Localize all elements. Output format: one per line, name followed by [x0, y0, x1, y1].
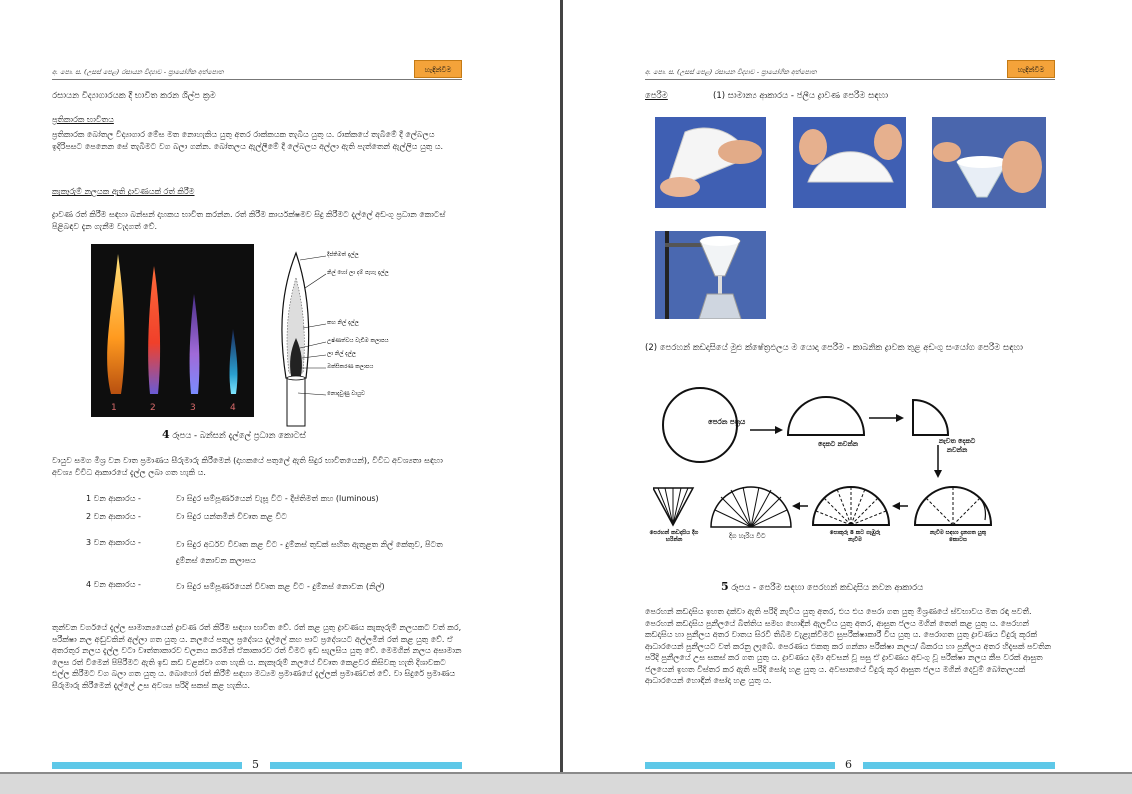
paragraph: ප්‍රතිකාරක බෝතල විද්‍යාගාර මේස මත නොහැකිය යුතු අතර රාක්කයක තැබිය යුතු ය. රාක්කයේ තැබීමේ දී ලේබලය ඉදිරිපසට පෙනෙන සේ තැබීමට වග බලා ගන්න. බෝතලය ඇල්ලීමේ දී ලේබලය අල්ලා ඇති පැත්තෙන් ඇල්ලිය යුතු ය.: [52, 130, 444, 151]
flame-label: උෂ්ණත්වය වැඩිම කලාපය: [327, 338, 389, 344]
filter-paper-photo-3: [932, 117, 1046, 208]
section-badge: හැඳින්වීම: [414, 60, 462, 78]
type-label: 1 වන ආකාරය -: [86, 494, 141, 503]
flame-label: ලා නිල් දැල්ල: [327, 351, 357, 357]
filter-paper-photo-1: [655, 117, 766, 208]
paragraph: පෙරහන් කඩදාසිය ඉහත දක්වා ඇති පරිදි නැවිය යුතු අතර, එය එය පෙරා ගත යුතු මිශ්‍රණයේ ස්වභාවය මත රඳා පවතී. පෙරහන් කඩදාසිය පුනීලයේ බිත්තිය සමඟ හොඳින් ඇලවිය යුතු අතර, ආසුත ජලය මගින් තෙත් කළ යුතු ය. පෙරහන් කඩදාසිය හා පුනීලය අතර වාතය සිරවී තිබීම වැළැක්වීමට සුපරීක්ෂාකාරී විය යුතු ය. පෙරාගත යුතු ද්‍රාවණය වීදුරු කූරක් ආධාරයෙන් පුනීලයට වත් කරනු ලැබේ. පෙරණය එකතු කර ගන්නා පරීක්ෂා නලය/ බීකරය හා පුනීලය අතර හිදැසක් පවතින පරිදි පුනීලයේ උස සකස් කර ගත යුතු ය. ද්‍රාවණය දමා අවසන් වූ පසු ඒ ද්‍රාවණය අඩංගු වූ පරීක්ෂා නලය කීප වරක් ආසුත ජලයෙන් ඉහත විස්තර කර ඇති පරිදි සෝදා හළ යුතු ය. අවසානයේ වීදුරු කූර ආසුත ජලය මගින් දෙවුම් බෝතලයක් ආධාරයෙන් හොඳින් සෝදා හළ යුතු ය.: [645, 607, 1052, 685]
fold-label: දිග හැරිය විට: [729, 532, 766, 540]
footer-bar: [270, 762, 462, 769]
flame-3: [190, 294, 200, 394]
half-fold: [788, 397, 864, 435]
subsection-heading: (2) පෙරහන් කඩදාසියේ මුළු ක්ෂේත්‍රඵලය ම යොදා පෙරීම - කාබනික ද්‍රාවක තුළ අඩංගු සංයෝග පෙරීම සඳහා: [645, 343, 1023, 353]
flame-number-1: 1: [111, 403, 117, 413]
section-heading: කැකෑරුම් නලයක ඇති ද්‍රාවණයක් රත් කිරීම: [52, 187, 195, 196]
section-badge: හැඳින්වීම: [1007, 60, 1055, 78]
fold-label: පොකුරු 8 කට ගැඹුරු නැවීම: [829, 530, 881, 543]
flame-label: නිල් හෝ ලා දම් පැහැ දැල්ල: [327, 270, 389, 276]
photo-image: [655, 117, 766, 208]
circle-label: පෙරන පත්‍රය: [708, 418, 746, 426]
flame-label: නොදැවුණු වායුව: [327, 391, 366, 397]
figure-number: 5: [721, 580, 729, 593]
page-number: 6: [845, 758, 852, 771]
fold-label: පෙරහන් කඩදාසිය දිග හරින්න: [649, 530, 699, 543]
filter-paper-photo-2: [793, 117, 906, 208]
fold-label: නැවීම සඳහා දැනගත යුතු කොටස: [929, 530, 987, 543]
section-heading: පෙරීම: [645, 91, 668, 101]
fold-label: දෙකට නවන්න: [818, 440, 859, 448]
flame-2: [148, 266, 160, 394]
paragraph: වායුව සමග මිශ්‍ර වන වාත ප්‍රමාණය සීරුමාරු කිරීමෙන් (දාහකයේ පතුලේ ඇති සිදුර භාවිතයෙන්), විවිධ අවශ්‍යතා සඳහා අවශ්‍ය විවිධ ආකාරයේ දැල්ල ලබා ගත හැකි ය.: [52, 456, 443, 477]
flame-types-image: [91, 244, 254, 417]
figure-number: 4: [162, 428, 170, 441]
paragraph: තුන්වන වර්ගයේ දැල්ල සාමාන්‍යයෙන් ද්‍රාවණ රත් කිරීම සඳහා භාවිත වේ. රත් කළ යුතු ද්‍රාවණය කැකෑරුම් නලයකට වත් කර, පරීක්ෂා නල අඬුවකින් අල්ලා ගත යුතු ය. නලයේ පතුල ප්‍රදේශය දැල්ලේ කහ පාට ප්‍රදේශයට අල්ලමින් රත් කළ යුතු වේ. ඒ අතරතුර නලය දැල්ල වටා වෘත්තාකාරව චලනය කරමින් ඒකාකාරව රත් වීමට ඉඩ සැලසිය යුතු වේ. මෙමගින් නලය අසාමාන ලෙස රත් වීමෙන් පිපිරීමට ඇති ඉඩ කඩ වළක්වා ගත හැකි ය. කැකෑරුම් නලයේ විවෘත කෙළවර කිසිවකු හැති දිශාවකට එල්ල කිරීමට වග බලා ගත යුතු ය. බොහෝ රත් කිරීම් සඳහා මධ්‍යම ප්‍රමාණයේ දැල්ලක් ප්‍රමාණවත් වේ. වා සිදුරේ ප්‍රමාණය සීරුමාරු කිරීමෙන් දැල්ලේ උස අවශ්‍ය පරිදි සකස් කළ හැකිය.: [52, 623, 462, 690]
footer-bar: [645, 762, 835, 769]
subsection-heading: (1) සාමාන්‍ය ආකාරය - ජලීය ද්‍රාවණ පෙරීම සඳහා: [713, 91, 889, 101]
page-5: [0, 0, 560, 772]
flame-number-4: 4: [230, 403, 236, 413]
quarter-fold: [913, 400, 948, 435]
paragraph: ද්‍රාවණ රත් කිරීම සඳහා බන්සන් දාහකය භාවිත කරන්න. රත් කිරීම කාර්යක්ෂමව සිදු කිරීමට දැල්ලේ අඩංගු ප්‍රධාන කොටස් පිළිබඳව දැන ගැනීම වැදගත් වේ.: [52, 210, 446, 231]
flame-label: කහ නිල් දැල්ල: [327, 320, 359, 326]
type-desc: වා සිදුර අර්ධව විවෘත කළ විට - දුම්නස් තුඩක් සහිත ඇතුළත නිල් කේතුව, පිටත දුම්නස් නොවන කලාපය: [176, 540, 443, 565]
photo-image: [793, 117, 906, 208]
header-rule: [645, 79, 1055, 80]
page-number: 5: [252, 758, 259, 771]
type-label: 3 වන ආකාරය -: [86, 538, 141, 547]
flame-label: ඔක්සිකරණ කලාපය: [327, 364, 374, 370]
footer-bar: [863, 762, 1055, 769]
caption-text: රූපය - පෙරීම සඳහා පෙරහන් කඩදාසිය නවන ආකාරය: [731, 583, 924, 593]
page-title: රසායන විද්‍යාගාරයක දී භාවිත කරන ශිල්ප ක්‍රම: [52, 91, 216, 101]
burner-tube: [287, 378, 305, 426]
figure-4-caption: [162, 428, 306, 441]
flame-4: [230, 329, 238, 394]
fold-label: නැවත දෙකට නවන්න: [938, 437, 976, 454]
flame-label: දීප්තිමත් දැල්ල: [327, 252, 359, 258]
photo-image: [932, 117, 1046, 208]
type-label: 2 වන ආකාරය -: [86, 512, 141, 521]
flame-number-3: 3: [190, 403, 196, 413]
caption-text: රූපය - බන්සන් දැල්ලේ ප්‍රධාන කොටස්: [172, 431, 306, 441]
running-header: අ. පො. ස. (උසස් පෙළ) රසායන විද්‍යාව - ප්‍රායෝගික අත්පොත: [52, 68, 224, 76]
type-desc: වා සිදුර සම්පූර්ණයෙන් වැසූ විට - දීප්තිමත් කහ (luminous): [176, 494, 379, 503]
photo-image: [655, 231, 766, 319]
type-desc: වා සිදුර සම්පූර්ණයෙන් විවෘත කළ විට - දුම්නස් නොවන (නිල්): [176, 582, 385, 591]
pleated-open: [711, 487, 791, 527]
type-label: 4 වන ආකාරය -: [86, 580, 141, 589]
filtration-setup-photo: [655, 231, 766, 319]
footer-bar: [52, 762, 242, 769]
section-heading: ප්‍රතිකාරක භාවිතය: [52, 115, 114, 124]
page-6: [563, 0, 1132, 772]
running-header: අ. පො. ස. (උසස් පෙළ) රසායන විද්‍යාව - ප්‍රායෝගික අත්පොත: [645, 68, 817, 76]
bunsen-flame-photo: [91, 244, 254, 417]
flame-1: [107, 254, 124, 394]
type-desc: වා සිදුර යන්තමින් විවෘත කළ විට: [176, 512, 287, 521]
flame-number-2: 2: [150, 403, 156, 413]
figure-5-caption: [721, 580, 923, 593]
viewer-bottom-bar: [0, 772, 1132, 794]
burner-mouth: [287, 376, 305, 380]
header-rule: [52, 79, 462, 80]
